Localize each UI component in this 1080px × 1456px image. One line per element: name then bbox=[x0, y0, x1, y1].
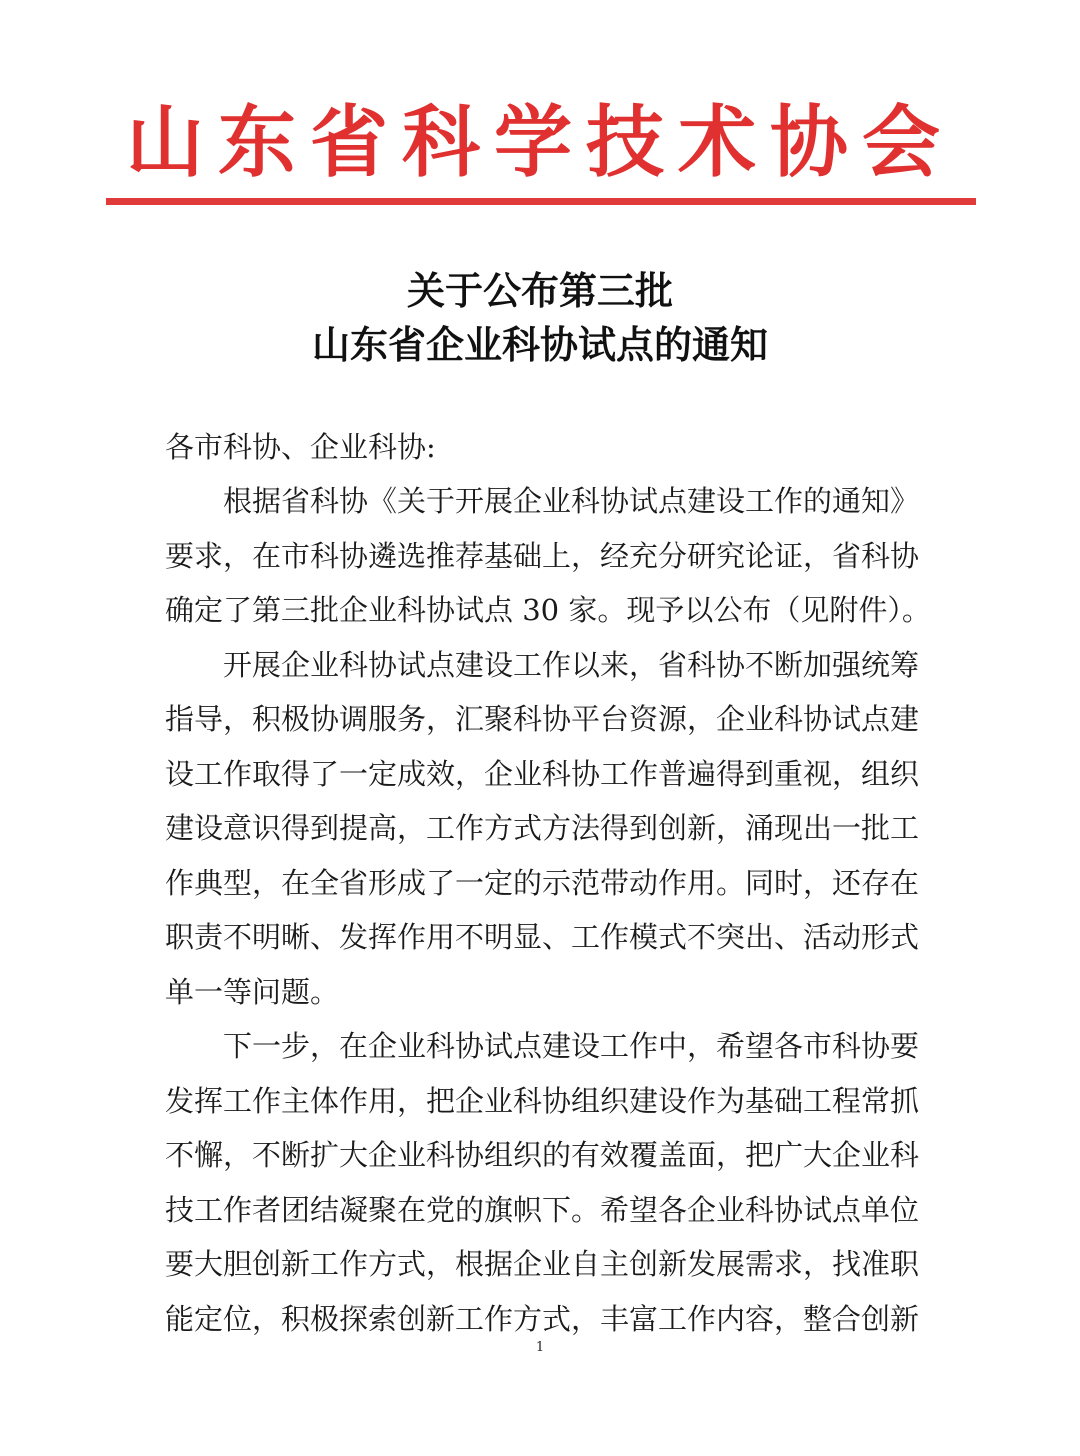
body-line: 要求，在市科协遴选推荐基础上，经充分研究论证，省科协 bbox=[165, 539, 920, 573]
body-line: 不懈，不断扩大企业科协组织的有效覆盖面，把广大企业科 bbox=[165, 1138, 920, 1172]
letterhead-red-rule bbox=[106, 198, 976, 205]
body-line: 单一等问题。 bbox=[165, 975, 340, 1009]
body-line: 建设意识得到提高，工作方式方法得到创新，涌现出一批工 bbox=[165, 811, 920, 845]
body-line: 确定了第三批企业科协试点 30 家。现予以公布（见附件）。 bbox=[165, 593, 931, 627]
body-line: 指导，积极协调服务，汇聚科协平台资源，企业科协试点建 bbox=[165, 702, 920, 736]
body-line: 技工作者团结凝聚在党的旗帜下。希望各企业科协试点单位 bbox=[165, 1193, 920, 1227]
document-title-line-2: 山东省企业科协试点的通知 bbox=[311, 322, 768, 367]
document-title-line-1: 关于公布第三批 bbox=[406, 268, 673, 313]
body-line: 根据省科协《关于开展企业科协试点建设工作的通知》 bbox=[165, 484, 920, 518]
body-line: 下一步，在企业科协试点建设工作中，希望各市科协要 bbox=[165, 1029, 920, 1063]
page-number: 1 bbox=[535, 1340, 545, 1355]
body-line: 设工作取得了一定成效，企业科协工作普遍得到重视，组织 bbox=[165, 757, 920, 791]
organization-letterhead: 山东省科学技术协会 bbox=[125, 97, 954, 188]
body-line: 作典型，在全省形成了一定的示范带动作用。同时，还存在 bbox=[165, 866, 920, 900]
body-line: 要大胆创新工作方式，根据企业自主创新发展需求，找准职 bbox=[165, 1247, 920, 1281]
salutation: 各市科协、企业科协: bbox=[165, 430, 436, 464]
body-line: 发挥工作主体作用，把企业科协组织建设作为基础工程常抓 bbox=[165, 1084, 920, 1118]
body-line: 能定位，积极探索创新工作方式，丰富工作内容，整合创新 bbox=[165, 1302, 920, 1336]
body-line: 开展企业科协试点建设工作以来，省科协不断加强统筹 bbox=[165, 648, 920, 682]
body-line: 职责不明晰、发挥作用不明显、工作模式不突出、活动形式 bbox=[165, 920, 920, 954]
